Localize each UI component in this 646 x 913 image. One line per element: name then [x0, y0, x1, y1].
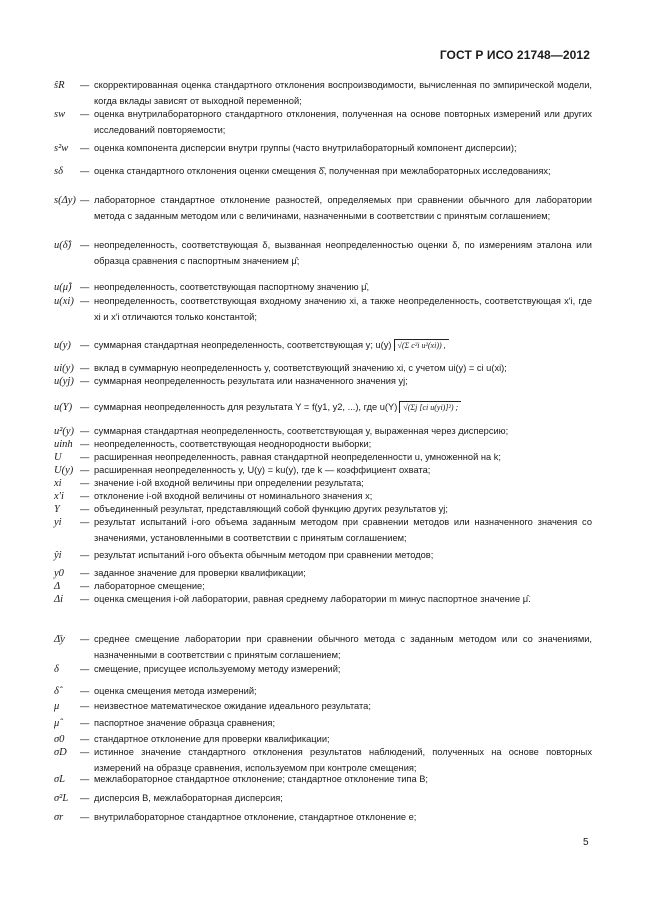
definition: объединенный результат, представляющий собой функцию других результатов yj;: [94, 504, 448, 514]
symbol: u(Y): [54, 402, 73, 413]
symbol: σL: [54, 774, 66, 785]
definition-text: суммарная стандартная неопределенность, соответствующая y; u(y): [94, 340, 392, 350]
symbol: δ: [54, 664, 59, 675]
symbol: s²w: [54, 143, 69, 154]
symbol: u(xi): [54, 296, 74, 307]
symbol: uinh: [54, 439, 73, 450]
symbol: ŷi: [54, 550, 62, 561]
dash: —: [80, 634, 90, 644]
dash: —: [80, 568, 90, 578]
definition-text: суммарная неопределенность для результата Y = f(y1, y2, ...), где u(Y): [94, 402, 398, 412]
dash: —: [80, 793, 90, 803]
symbol: σ²L: [54, 793, 69, 804]
dash: —: [80, 340, 90, 350]
definition: [94, 338, 592, 354]
symbol: σ0: [54, 734, 65, 745]
definition: лабораторное смещение;: [94, 581, 205, 591]
dash: —: [80, 594, 90, 604]
definition: стандартное отклонение для проверки квалификации;: [94, 734, 330, 744]
symbol: x′i: [54, 491, 64, 502]
symbol: s(Δy): [54, 195, 76, 206]
definition: оценка внутрилабораторного стандартного отклонения, полученная на основе повторных измерений или других исследований повторяемости;: [94, 109, 592, 135]
definition: суммарная стандартная неопределенность, соответствующая y, выраженная через дисперсию;: [94, 426, 509, 436]
definition: расширенная неопределенность y, U(y) = ku(y), где k — коэффициент охвата;: [94, 465, 431, 475]
definition: суммарная неопределенность результата или назначенного значения yj;: [94, 376, 408, 386]
definition: значение i-ой входной величины при определении результата;: [94, 478, 364, 488]
definition: [94, 400, 592, 416]
definition: дисперсия B, межлабораторная дисперсия;: [94, 793, 283, 803]
dash: —: [80, 747, 90, 757]
dash: —: [80, 734, 90, 744]
symbol: u(yj): [54, 376, 74, 387]
sqrt-formula: √(Σ c²i u²(xi)) ,: [394, 339, 449, 351]
dash: —: [80, 718, 90, 728]
dash: —: [80, 166, 90, 176]
definition: оценка стандартного отклонения оценки смещения δ̂, полученная при межлабораторных исследованиях;: [94, 166, 551, 176]
definition: вклад в суммарную неопределенность y, соответствующий значению xi, с учетом ui(y) = ci u(xi);: [94, 363, 507, 373]
dash: —: [80, 296, 90, 306]
symbol: sw: [54, 109, 66, 120]
symbol: Y: [54, 504, 60, 515]
dash: —: [80, 363, 90, 373]
symbol: δ̂: [54, 686, 59, 697]
definition: оценка компонента дисперсии внутри группы (часто внутрилабораторный компонент дисперсии);: [94, 143, 517, 153]
dash: —: [80, 452, 90, 462]
symbol: μ̂: [54, 718, 60, 729]
definition: неизвестное математическое ожидание идеального результата;: [94, 701, 371, 711]
dash: —: [80, 581, 90, 591]
dash: —: [80, 80, 90, 90]
dash: —: [80, 465, 90, 475]
definition: результат испытаний i-ого объекта обычным методом при сравнении методов;: [94, 550, 434, 560]
symbol: Δi: [54, 594, 64, 605]
dash: —: [80, 550, 90, 560]
symbol: σD: [54, 747, 67, 758]
symbol: u(μ̂): [54, 282, 72, 293]
symbol: ui(y): [54, 363, 74, 374]
dash: —: [80, 376, 90, 386]
definition: оценка смещения метода измерений;: [94, 686, 257, 696]
definition: среднее смещение лаборатории при сравнении обычного метода с заданным методом или со значениями, назначенными в соответствии с принятым соглашением;: [94, 634, 592, 660]
symbol: U(y): [54, 465, 74, 476]
dash: —: [80, 686, 90, 696]
definition: неопределенность, соответствующая неоднородности выборки;: [94, 439, 372, 449]
dash: —: [80, 402, 90, 412]
definition: оценка смещения i-ой лаборатории, равная среднему лаборатории m минус паспортное значение μ̂.: [94, 594, 531, 604]
definition: скорректированная оценка стандартного отклонения воспроизводимости, вычисленная по эмпирической модели, когда вклады зависят от выходной переменной;: [94, 80, 592, 106]
definition: результат испытаний i-ого объема заданным методом при сравнении методов или назначенного значения со значениями, установленными в соответствии с принятым соглашением;: [94, 517, 592, 543]
symbol: U: [54, 452, 62, 463]
symbol: Δ: [54, 581, 61, 592]
dash: —: [80, 195, 90, 205]
dash: —: [80, 143, 90, 153]
definition: паспортное значение образца сравнения;: [94, 718, 276, 728]
definition: отклонение i-ой входной величины от номинального значения x;: [94, 491, 373, 501]
dash: —: [80, 240, 90, 250]
definition: расширенная неопределенность, равная стандартной неопределенности u, умноженной на k;: [94, 452, 501, 462]
definition: истинное значение стандартного отклонения результатов наблюдений, полученных на основе повторных измерений на образце сравнения, используемом при контроле смещения;: [94, 747, 592, 773]
dash: —: [80, 282, 90, 292]
definition: неопределенность, соответствующая δ, вызванная неопределенностью оценки δ, по измерениям эталона или образца сравнения с паспортным значением μ̂;: [94, 240, 592, 266]
symbol: u(y): [54, 340, 71, 351]
dash: —: [80, 478, 90, 488]
symbol: u²(y): [54, 426, 75, 437]
definition: лабораторное стандартное отклонение разностей, определяемых при сравнении обычного для лаборатории метода с заданным методом или с величинами, назначенными в соответствии с принятым соглашением;: [94, 195, 592, 221]
dash: —: [80, 504, 90, 514]
symbol: u(δ̂): [54, 240, 72, 251]
symbol: Δ̄y: [54, 634, 65, 645]
symbol: yi: [54, 517, 62, 528]
dash: —: [80, 774, 90, 784]
symbol: y0: [54, 568, 64, 579]
page-number: 5: [583, 837, 589, 848]
dash: —: [80, 701, 90, 711]
dash: —: [80, 109, 90, 119]
symbol: σr: [54, 812, 64, 823]
symbol: xi: [54, 478, 62, 489]
definition: неопределенность, соответствующая входному значению xi, а также неопределенность, соответствующая x′i, где xi и x′i отличаются только константой;: [94, 296, 592, 322]
definition: межлабораторное стандартное отклонение; стандартное отклонение типа B;: [94, 774, 428, 784]
dash: —: [80, 491, 90, 501]
symbol: sδ: [54, 166, 63, 177]
dash: —: [80, 664, 90, 674]
dash: —: [80, 517, 90, 527]
dash: —: [80, 812, 90, 822]
document-id-header: ГОСТ Р ИСО 21748—2012: [439, 48, 590, 62]
definition: заданное значение для проверки квалификации;: [94, 568, 306, 578]
definition: неопределенность, соответствующая паспортному значению μ̂,: [94, 282, 370, 292]
symbol: μ: [54, 701, 60, 712]
sqrt-formula: √(Σj [ci u(yi)]²) ;: [399, 401, 461, 413]
definition: внутрилабораторное стандартное отклонение, стандартное отклонение e;: [94, 812, 417, 822]
symbol: ŝR: [54, 80, 65, 91]
dash: —: [80, 426, 90, 436]
dash: —: [80, 439, 90, 449]
definition: смещение, присущее используемому методу измерений;: [94, 664, 341, 674]
